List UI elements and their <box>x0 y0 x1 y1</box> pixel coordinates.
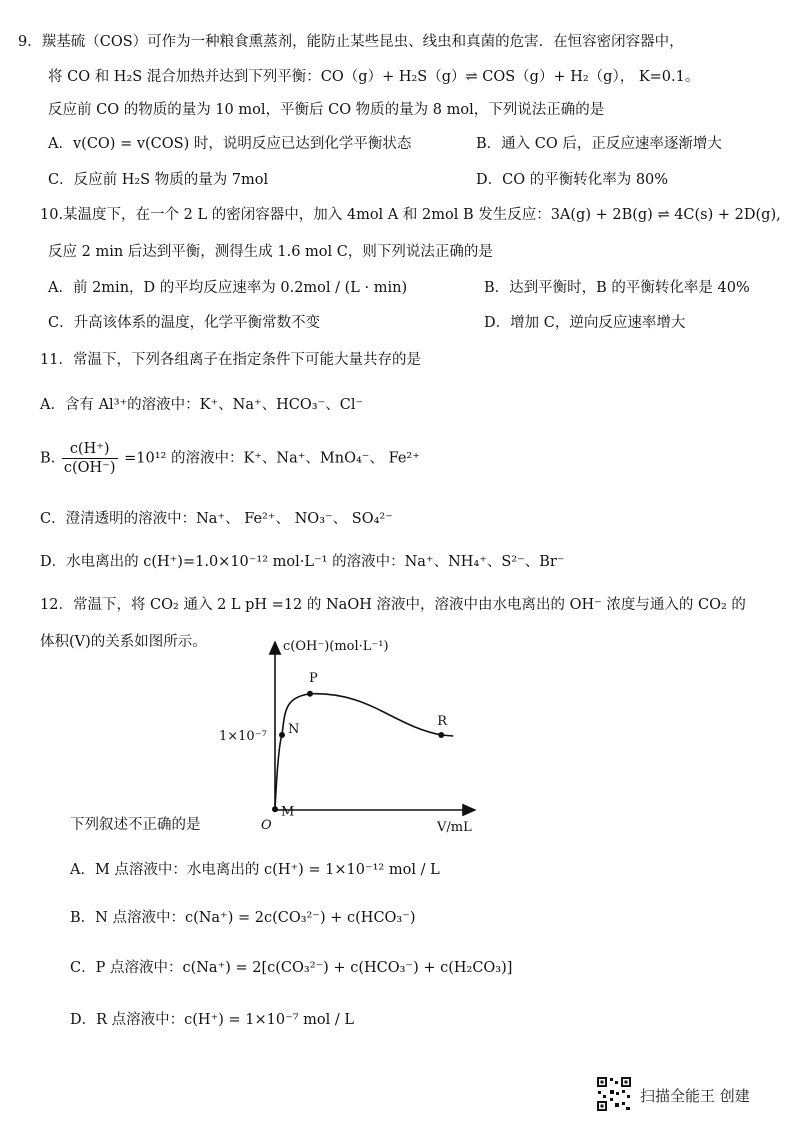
q11-option-a: A．含有 Al³⁺的溶液中：K⁺、Na⁺、HCO₃⁻、Cl⁻ <box>40 397 364 413</box>
origin-label: O <box>261 818 272 833</box>
q9-option-c: C．反应前 H₂S 物质的量为 7mol <box>48 172 269 188</box>
y-axis-label: c(OH⁻)(mol·L⁻¹) <box>283 639 389 654</box>
q10-option-d: D．增加 C，逆向反应速率增大 <box>484 315 686 331</box>
q11-option-b <box>40 440 420 477</box>
q10-stem-line2: 反应 2 min 后达到平衡，测得生成 1.6 mol C，则下列说法正确的是 <box>48 244 493 260</box>
q11-stem: 11．常温下，下列各组离子在指定条件下可能大量共存的是 <box>40 352 421 368</box>
q12-option-b: B．N 点溶液中：c(Na⁺) = 2c(CO₃²⁻) + c(HCO₃⁻) <box>70 910 416 926</box>
q10-stem-line1: 10.某温度下，在一个 2 L 的密闭容器中，加入 4mol A 和 2mol B 发生反应：3A(g) + 2B(g) ⇌ 4C(s) + 2D(g), <box>40 207 781 223</box>
q9-stem-line2: 将 CO 和 H₂S 混合加热并达到下列平衡：CO（g）+ H₂S（g）⇌ COS（g）+ H₂（g）， K=0.1。 <box>48 69 700 85</box>
point-r <box>438 732 444 738</box>
x-axis-label: V/mL <box>437 820 472 835</box>
point-p <box>307 691 313 697</box>
q11-option-b-fraction <box>62 440 118 477</box>
q12-option-d: D．R 点溶液中：c(H⁺) = 1×10⁻⁷ mol / L <box>70 1012 355 1028</box>
q12-lead: 下列叙述不正确的是 <box>70 817 201 833</box>
q9-option-b: B．通入 CO 后，正反应速率逐渐增大 <box>476 136 722 152</box>
q11-option-b-text: =10¹² 的溶液中：K⁺、Na⁺、MnO₄⁻、 Fe²⁺ <box>124 450 420 467</box>
q9-stem-line1: 9．羰基硫（COS）可作为一种粮食熏蒸剂，能防止某些昆虫、线虫和真菌的危害．在恒容密闭容器中， <box>18 34 684 50</box>
point-label-m: M <box>281 804 295 820</box>
q11-option-b-denominator: c(OH⁻) <box>63 460 116 476</box>
q9-stem-line3: 反应前 CO 的物质的量为 10 mol，平衡后 CO 物质的量为 8 mol，下列说法正确的是 <box>48 102 605 118</box>
point-label-n: N <box>288 722 300 737</box>
q12-stem-line2: 体积(V)的关系如图所示。 <box>40 634 207 650</box>
point-label-r: R <box>437 714 448 729</box>
curve-points <box>272 671 448 820</box>
q9-option-d: D．CO 的平衡转化率为 80% <box>476 172 669 188</box>
q10-option-c: C．升高该体系的温度，化学平衡常数不变 <box>48 315 321 331</box>
scanner-watermark <box>596 1076 786 1116</box>
point-label-p: P <box>309 670 318 686</box>
q9-option-a: A．v(CO) = v(COS) 时，说明反应已达到化学平衡状态 <box>48 136 412 152</box>
point-n <box>279 732 285 738</box>
q11-option-c: C．澄清透明的溶液中：Na⁺、 Fe²⁺、 NO₃⁻、 SO₄²⁻ <box>40 511 393 527</box>
q11-option-b-label: B. <box>40 450 56 467</box>
point-m <box>272 806 278 812</box>
q11-option-b-numerator: c(H⁺) <box>62 440 118 459</box>
q12-option-a: A．M 点溶液中：水电离出的 c(H⁺) = 1×10⁻¹² mol / L <box>70 862 440 878</box>
scanner-watermark-text: 扫描全能王 创建 <box>640 1087 750 1105</box>
q10-option-b: B．达到平衡时，B 的平衡转化率是 40% <box>484 280 750 296</box>
q12-stem-line1: 12．常温下，将 CO₂ 通入 2 L pH =12 的 NaOH 溶液中，溶液中由水电离出的 OH⁻ 浓度与通入的 CO₂ 的 <box>40 597 746 613</box>
q12-option-c: C．P 点溶液中：c(Na⁺) = 2[c(CO₃²⁻) + c(HCO₃⁻) + c(H₂CO₃)] <box>70 960 513 976</box>
q11-option-d: D．水电离出的 c(H⁺)=1.0×10⁻¹² mol·L⁻¹ 的溶液中：Na⁺、NH₄⁺、S²⁻、Br⁻ <box>40 554 565 570</box>
q10-option-a: A．前 2min，D 的平均反应速率为 0.2mol / (L · min) <box>48 280 408 296</box>
y-tick-label: 1×10⁻⁷ <box>219 729 267 744</box>
q12-figure <box>205 630 505 840</box>
oh-concentration-curve <box>275 694 453 810</box>
qr-code-icon <box>596 1076 632 1112</box>
